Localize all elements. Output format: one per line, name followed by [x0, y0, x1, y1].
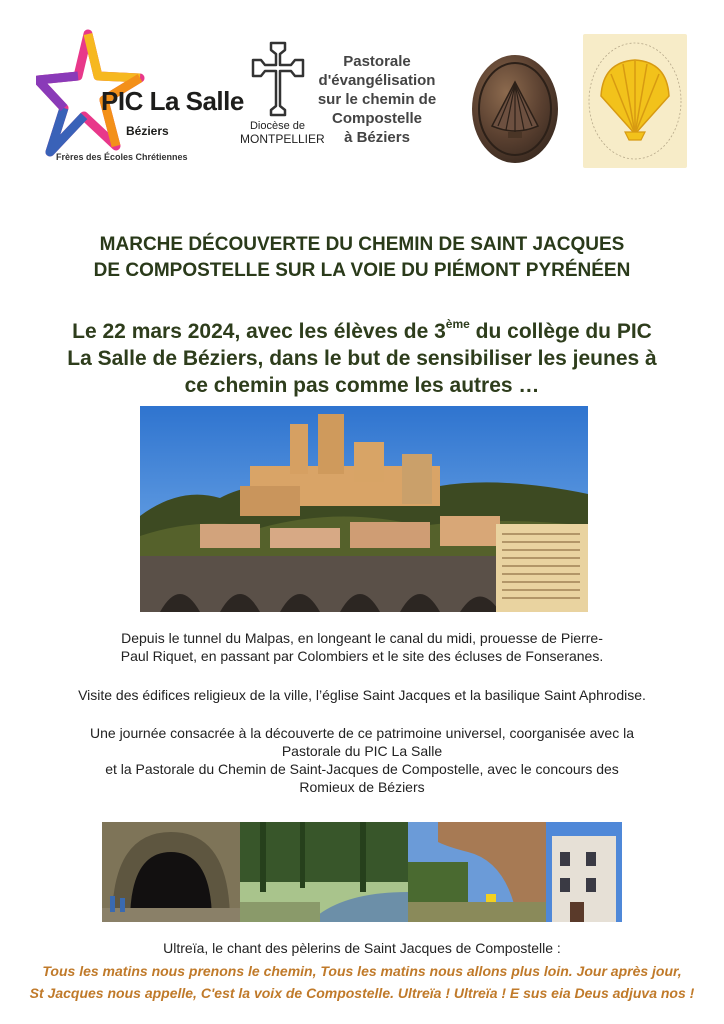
- pastorale-line: sur le chemin de: [317, 91, 437, 108]
- route-paragraph: [50, 629, 674, 665]
- paragraph-line: Romieux de Béziers: [299, 779, 425, 795]
- subtitle-text: Le 22 mars 2024, avec les élèves de 3: [72, 320, 446, 343]
- bronze-medal-icon: [470, 54, 560, 164]
- scallop-shell-icon: [583, 34, 687, 168]
- main-title: [30, 232, 694, 284]
- visit-paragraph: [50, 686, 674, 704]
- diocese-logo: [240, 40, 325, 166]
- photo-strip: [102, 822, 622, 922]
- paragraph-line: Paul Riquet, en passant par Colombiers et le site des écluses de Fonseranes.: [120, 648, 604, 664]
- pastorale-logo-text: [313, 52, 441, 147]
- paragraph-line: Visite des édifices religieux de la ville, l’église Saint Jacques et la basilique Saint Aphrodise.: [78, 687, 646, 703]
- subtitle-line: [30, 318, 694, 345]
- pastorale-line: d'évangélisation: [318, 72, 436, 89]
- pic-logo-city: Béziers: [126, 124, 169, 138]
- paragraph-line: et la Pastorale du Chemin de Saint-Jacques de Compostelle, avec le concours des: [105, 761, 619, 777]
- fonseranes-bridge-photo: [408, 822, 546, 922]
- diocese-city: MONTPELLIER: [240, 132, 325, 146]
- pastorale-line: Compostelle: [331, 110, 422, 127]
- subtitle-line: La Salle de Béziers, dans le but de sensibiliser les jeunes à: [67, 347, 657, 370]
- paragraph-line: Pastorale du PIC La Salle: [281, 743, 443, 759]
- lyrics-line: St Jacques nous appelle, C'est la voix de Compostelle. Ultreïa ! Ultreïa ! E sus eia Deus adjuva nos !: [29, 985, 695, 1001]
- ultreia-lyrics: [20, 960, 704, 1004]
- beziers-cathedral-photo: [140, 406, 588, 612]
- diocese-label: Diocèse de: [249, 120, 306, 132]
- subtitle-text: du collège du PIC: [469, 320, 652, 343]
- subtitle-line: ce chemin pas comme les autres …: [184, 374, 540, 397]
- pic-logo-name: PIC La Salle: [101, 86, 244, 116]
- lyrics-line: Tous les matins nous prenons le chemin, Tous les matins nous allons plus loin. Jour après jour,: [42, 963, 682, 979]
- pastorale-line: Pastorale: [343, 53, 411, 70]
- paragraph-line: Depuis le tunnel du Malpas, en longeant le canal du midi, prouesse de Pierre-: [121, 630, 603, 646]
- pic-la-salle-logo: [36, 28, 244, 170]
- malpas-tunnel-photo: [102, 822, 240, 922]
- canal-du-midi-photo: [240, 822, 408, 922]
- pastorale-line: à Béziers: [344, 129, 410, 146]
- event-subtitle: [30, 318, 694, 399]
- ordinal-suffix: ème: [445, 317, 470, 331]
- main-title-line: DE COMPOSTELLE SUR LA VOIE DU PIÉMONT PYRÉNÉEN: [93, 260, 631, 281]
- main-title-line: MARCHE DÉCOUVERTE DU CHEMIN DE SAINT JACQUES: [99, 234, 625, 255]
- organisation-paragraph: [50, 724, 674, 796]
- paragraph-line: Une journée consacrée à la découverte de ce patrimoine universel, coorganisée avec la: [90, 725, 634, 741]
- ultreia-intro: Ultreïa, le chant des pèlerins de Saint Jacques de Compostelle :: [163, 940, 561, 956]
- street-building-photo: [546, 822, 622, 922]
- scallop-shell-seal: [583, 34, 687, 168]
- cross-icon: [250, 40, 306, 118]
- pic-logo-subtitle: Frères des Écoles Chrétiennes: [56, 152, 188, 162]
